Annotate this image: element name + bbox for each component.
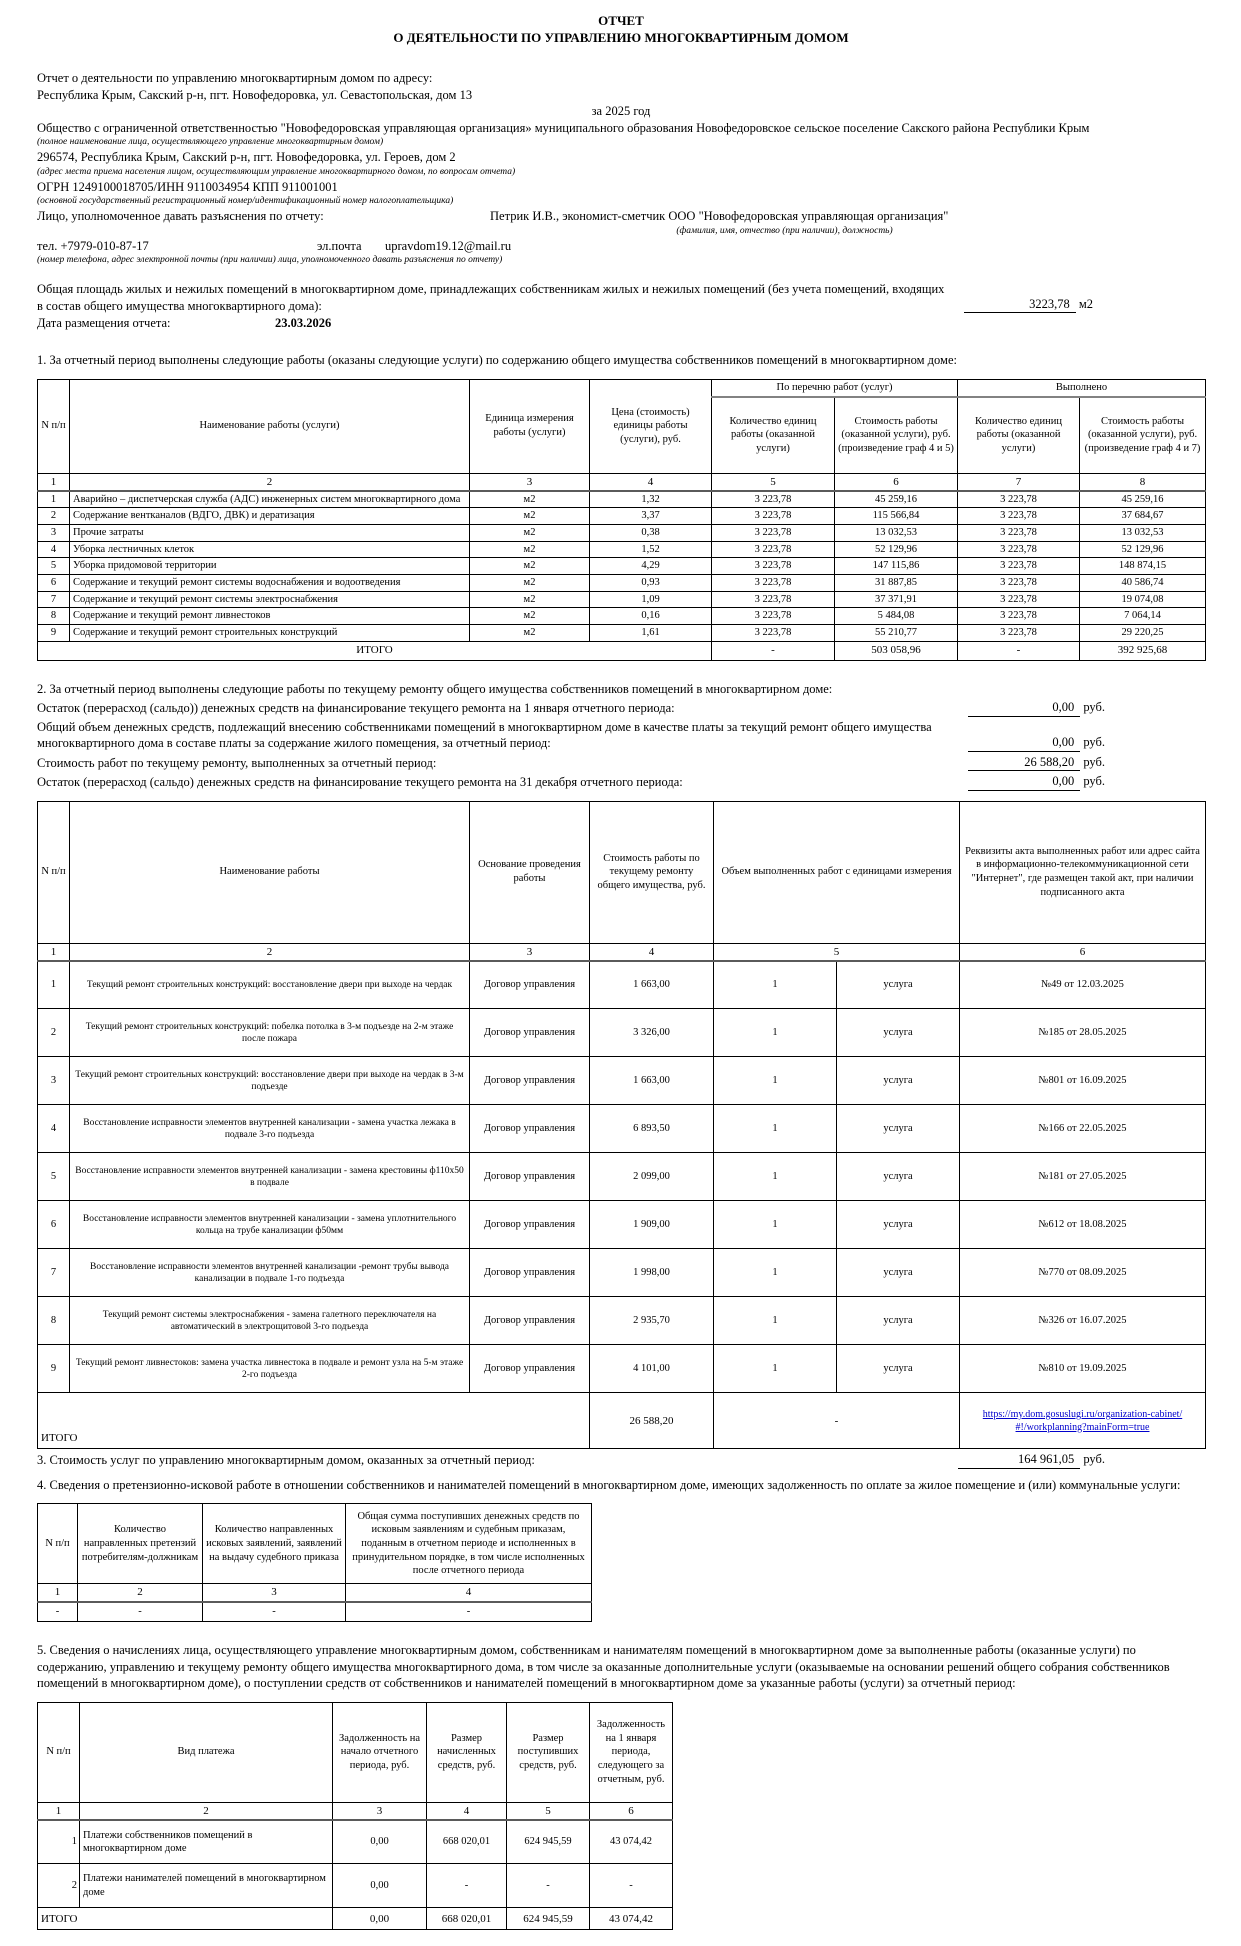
received: 624 945,59 <box>507 1820 590 1864</box>
act-reference: №166 от 22.05.2025 <box>960 1105 1206 1153</box>
total-cost-done: 392 925,68 <box>1080 641 1206 660</box>
total-row <box>38 1393 1206 1449</box>
work-name: Содержание и текущий ремонт строительных конструкций <box>70 624 470 641</box>
cost-listed: 37 371,91 <box>835 591 958 608</box>
total-area-label: Общая площадь жилых и нежилых помещений в многоквартирном доме, принадлежащих собственникам жилых и нежилых помещений (без учета помещений, входящих в состав общего имущества многоквартирного дома): <box>37 282 945 313</box>
org-address-note: (адрес места приема населения лицом, осуществляющим управление многоквартирного домом, по вопросам отчета) <box>37 166 516 177</box>
cost: 2 099,00 <box>590 1153 714 1201</box>
received: - <box>507 1864 590 1908</box>
col-header-payment-type: Вид платежа <box>80 1702 333 1802</box>
act-reference: №181 от 27.05.2025 <box>960 1153 1206 1201</box>
responsible-value: Петрик И.В., экономист-сметчик ООО "Новофедоровская управляющая организация" <box>490 209 949 223</box>
cost-done: 13 032,53 <box>1080 525 1206 542</box>
balance-start-row <box>37 699 1205 717</box>
qty-done: 3 223,78 <box>958 608 1080 625</box>
table-row <box>38 575 1206 592</box>
section1-heading: 1. За отчетный период выполнены следующие работы (оказаны следующие услуги) по содержанию общего имущества собственников помещений в многоквартирном доме: <box>37 353 957 367</box>
total-volume: - <box>714 1393 960 1449</box>
work-name: Уборка придомовой территории <box>70 558 470 575</box>
col-header-accrued: Размер начисленных средств, руб. <box>427 1702 507 1802</box>
qty-listed: 3 223,78 <box>712 608 835 625</box>
table-row <box>38 1009 1206 1057</box>
col-header-num: N п/п <box>38 801 70 943</box>
price: 1,61 <box>590 624 712 641</box>
claims-count: - <box>78 1602 203 1622</box>
row-num: 8 <box>38 608 70 625</box>
row-num: 1 <box>38 961 70 1009</box>
work-name: Восстановление исправности элементов внутренней канализации - замена уплотнительного кольца на трубе канализации ф50мм <box>70 1201 470 1249</box>
work-name: Восстановление исправности элементов внутренней канализации - замена крестовины ф110х50 в подвале <box>70 1153 470 1201</box>
col-header-cost-done: Стоимость работы (оказанной услуги), руб. (произведение граф 4 и 7) <box>1080 397 1206 473</box>
col-header-claims: Количество направленных претензий потребителям-должникам <box>78 1504 203 1584</box>
col-header-received-sum: Общая сумма поступивших денежных средств по исковым заявлениям и судебным приказам, поданным в отчетном периоде и исполненных в принудительном порядке, в том числе исполненных после отчетного периода <box>346 1504 592 1584</box>
volume: 1 <box>714 1201 837 1249</box>
section3-label: 3. Стоимость услуг по управлению многоквартирным домом, оказанных за отчетный период: <box>37 1453 535 1468</box>
cost-done: 45 259,16 <box>1080 491 1206 508</box>
qty-listed: 3 223,78 <box>712 525 835 542</box>
row-num: 4 <box>38 541 70 558</box>
cost-done: 52 129,96 <box>1080 541 1206 558</box>
currency-label: руб. <box>1083 700 1105 715</box>
work-name: Содержание и текущий ремонт системы электроснабжения <box>70 591 470 608</box>
responsible-note: (фамилия, имя, отчество (при наличии), должность) <box>676 225 893 236</box>
cost: 6 893,50 <box>590 1105 714 1153</box>
col-header-debt-end: Задолженность на 1 января периода, следующего за отчетным, руб. <box>590 1702 673 1802</box>
col-header-num: N п/п <box>38 379 70 473</box>
row-num: 3 <box>38 525 70 542</box>
column-numbers-row: 1 2 3 4 <box>38 1584 592 1602</box>
act-reference: №326 от 16.07.2025 <box>960 1297 1206 1345</box>
row-num: 5 <box>38 558 70 575</box>
price: 1,52 <box>590 541 712 558</box>
work-name: Содержание вентканалов (ВДГО, ДВК) и дератизация <box>70 508 470 525</box>
table-row <box>38 525 1206 542</box>
total-cost: 26 588,20 <box>590 1393 714 1449</box>
debt-end: 43 074,42 <box>590 1820 673 1864</box>
work-name: Текущий ремонт строительных конструкций: восстановление двери при выходе на чердак в 3-м подъезде <box>70 1057 470 1105</box>
col-header-debt-start: Задолженность на начало отчетного периода, руб. <box>333 1702 427 1802</box>
col-header-num: N п/п <box>38 1702 80 1802</box>
total-due-value: 0,00 <box>968 734 1080 752</box>
unit: м2 <box>470 508 590 525</box>
act-reference: №612 от 18.08.2025 <box>960 1201 1206 1249</box>
qty-done: 3 223,78 <box>958 591 1080 608</box>
lawsuits-count: - <box>203 1602 346 1622</box>
cost-done: 148 874,15 <box>1080 558 1206 575</box>
row-num: 9 <box>38 624 70 641</box>
volume-unit: услуга <box>837 961 960 1009</box>
section3-row <box>37 1451 1205 1469</box>
unit: м2 <box>470 491 590 508</box>
table-row <box>38 558 1206 575</box>
publish-date-value: 23.03.2026 <box>275 316 332 330</box>
row-num: 2 <box>38 1009 70 1057</box>
table-row <box>38 1345 1206 1393</box>
acts-link-cell <box>960 1393 1206 1449</box>
price: 4,29 <box>590 558 712 575</box>
table-row <box>38 1153 1206 1201</box>
total-label: ИТОГО <box>38 1908 333 1930</box>
cost: 1 663,00 <box>590 1057 714 1105</box>
volume: 1 <box>714 1249 837 1297</box>
volume: 1 <box>714 1153 837 1201</box>
total-label: ИТОГО <box>38 641 712 660</box>
volume: 1 <box>714 961 837 1009</box>
header-row <box>38 1504 592 1584</box>
section5-heading: 5. Сведения о начислениях лица, осуществляющего управление многоквартирным домом, собственникам и нанимателям помещений в многоквартирном доме за выполненные работы (оказанные услуги) по содержанию, управлению и текущему ремонту общего имущества многоквартирного дома, в том числе за оказанные дополнительные услуги (оказываемые на основании решений общего собрания собственников помещений в многоквартирном доме), о поступлении средств от собственников и нанимателей помещений в многоквартирном доме за указанные работы (услуги) за отчетный период: <box>37 1643 1170 1691</box>
current-repairs-table <box>37 801 1206 1450</box>
row-num: - <box>38 1602 78 1622</box>
work-name: Содержание и текущий ремонт ливнестоков <box>70 608 470 625</box>
qty-listed: 3 223,78 <box>712 508 835 525</box>
qty-listed: 3 223,78 <box>712 491 835 508</box>
title-line-2: О ДЕЯТЕЛЬНОСТИ ПО УПРАВЛЕНИЮ МНОГОКВАРТИРНЫМ ДОМОМ <box>393 30 849 45</box>
works-cost-row <box>37 754 1205 772</box>
balance-end-label: Остаток (перерасход (сальдо) денежных средств на финансирование текущего ремонта на 31 декабря отчетного периода: <box>37 775 683 790</box>
email-label: эл.почта <box>317 238 362 253</box>
cost-listed: 52 129,96 <box>835 541 958 558</box>
building-address: Республика Крым, Сакский р-н, пгт. Новофедоровка, ул. Севастопольская, дом 13 <box>37 87 473 102</box>
total-due-row <box>37 719 1205 752</box>
qty-listed: 3 223,78 <box>712 591 835 608</box>
unit: м2 <box>470 608 590 625</box>
row-num: 1 <box>38 1820 80 1864</box>
act-reference: №770 от 08.09.2025 <box>960 1249 1206 1297</box>
row-num: 6 <box>38 1201 70 1249</box>
col-header-work-name: Наименование работы <box>70 801 470 943</box>
row-num: 9 <box>38 1345 70 1393</box>
unit: м2 <box>470 624 590 641</box>
cost-listed: 147 115,86 <box>835 558 958 575</box>
table-row <box>38 1201 1206 1249</box>
row-num: 6 <box>38 575 70 592</box>
col-header-cost-listed: Стоимость работы (оказанной услуги), руб. (произведение граф 4 и 5) <box>835 397 958 473</box>
qty-done: 3 223,78 <box>958 541 1080 558</box>
unit: м2 <box>470 541 590 558</box>
basis: Договор управления <box>470 1249 590 1297</box>
publish-date-label: Дата размещения отчета: <box>37 316 171 330</box>
total-area-value: 3223,78 <box>964 297 1076 313</box>
act-reference: №810 от 19.09.2025 <box>960 1345 1206 1393</box>
unit: м2 <box>470 558 590 575</box>
cost: 3 326,00 <box>590 1009 714 1057</box>
cost: 1 663,00 <box>590 961 714 1009</box>
received-sum: - <box>346 1602 592 1622</box>
gosuslugi-acts-link[interactable]: https://my.dom.gosuslugi.ru/organization-cabinet/#!/workplanning?mainForm=true <box>982 1408 1183 1433</box>
cost-listed: 45 259,16 <box>835 491 958 508</box>
cost-listed: 5 484,08 <box>835 608 958 625</box>
total-accrued: 668 020,01 <box>427 1908 507 1930</box>
total-cost-listed: 503 058,96 <box>835 641 958 660</box>
email-address: upravdom19.12@mail.ru <box>385 238 512 253</box>
price: 0,38 <box>590 525 712 542</box>
total-area-block <box>37 281 1205 314</box>
table-row <box>38 961 1206 1009</box>
qty-done: 3 223,78 <box>958 624 1080 641</box>
total-qty-listed: - <box>712 641 835 660</box>
work-name: Восстановление исправности элементов внутренней канализации - замена участка лежака в подвале 3-го подъезда <box>70 1105 470 1153</box>
unit: м2 <box>470 575 590 592</box>
price: 3,37 <box>590 508 712 525</box>
total-row <box>38 1908 673 1930</box>
publish-date-row <box>37 315 1205 332</box>
col-header-qty-done: Количество единиц работы (оказанной услуги) <box>958 397 1080 473</box>
basis: Договор управления <box>470 1297 590 1345</box>
ogrn-inn-kpp: ОГРН 1249100018705/ИНН 9110034954 КПП 911001001 <box>37 179 338 194</box>
row-num: 2 <box>38 1864 80 1908</box>
qty-done: 3 223,78 <box>958 491 1080 508</box>
table-row <box>38 1249 1206 1297</box>
volume-unit: услуга <box>837 1105 960 1153</box>
work-name: Текущий ремонт строительных конструкций: восстановление двери при выходе на чердак <box>70 961 470 1009</box>
volume: 1 <box>714 1105 837 1153</box>
cost-done: 29 220,25 <box>1080 624 1206 641</box>
total-row <box>38 641 1206 660</box>
cost-done: 37 684,67 <box>1080 508 1206 525</box>
table-row <box>38 1602 592 1622</box>
work-name: Текущий ремонт ливнестоков: замена участка ливнестока в подвале и ремонт узла на 5-м этаже 2-го подъезда <box>70 1345 470 1393</box>
row-num: 8 <box>38 1297 70 1345</box>
cost: 4 101,00 <box>590 1345 714 1393</box>
responsible-label: Лицо, уполномоченное давать разъяснения по отчету: <box>37 209 324 223</box>
qty-listed: 3 223,78 <box>712 558 835 575</box>
group-header-listed: По перечню работ (услуг) <box>712 379 958 397</box>
row-num: 4 <box>38 1105 70 1153</box>
row-num: 2 <box>38 508 70 525</box>
volume: 1 <box>714 1009 837 1057</box>
debt-start: 0,00 <box>333 1820 427 1864</box>
volume-unit: услуга <box>837 1297 960 1345</box>
table-row <box>38 1297 1206 1345</box>
column-numbers-row: 1 2 3 4 5 6 <box>38 943 1206 961</box>
accrued: - <box>427 1864 507 1908</box>
section4-heading: 4. Сведения о претензионно-исковой работе в отношении собственников и нанимателей помещений в многоквартирном доме, имеющих задолженность по оплате за жилое помещение и (или) коммунальные услуги: <box>37 1477 1181 1492</box>
basis: Договор управления <box>470 1153 590 1201</box>
phone-number: тел. +7979-010-87-17 <box>37 238 149 253</box>
work-name: Текущий ремонт системы электроснабжения - замена галетного переключателя на автоматический в электрощитовой 3-го подъезда <box>70 1297 470 1345</box>
price: 0,93 <box>590 575 712 592</box>
col-header-unit: Единица измерения работы (услуги) <box>470 379 590 473</box>
header-row <box>38 801 1206 943</box>
work-name: Прочие затраты <box>70 525 470 542</box>
table-row <box>38 591 1206 608</box>
payment-type: Платежи нанимателей помещений в многоквартирном доме <box>80 1864 333 1908</box>
total-qty-done: - <box>958 641 1080 660</box>
volume-unit: услуга <box>837 1009 960 1057</box>
cost-done: 19 074,08 <box>1080 591 1206 608</box>
table-row <box>38 1820 673 1864</box>
contacts-note: (номер телефона, адрес электронной почты (при наличии) лица, уполномоченного давать разъяснения по отчету) <box>37 255 503 265</box>
volume-unit: услуга <box>837 1201 960 1249</box>
row-num: 5 <box>38 1153 70 1201</box>
total-area-unit: м2 <box>1078 297 1093 311</box>
currency-label: руб. <box>1083 735 1105 750</box>
payment-type: Платежи собственников помещений в многоквартирном доме <box>80 1820 333 1864</box>
qty-done: 3 223,78 <box>958 575 1080 592</box>
org-address: 296574, Республика Крым, Сакский р-н, пгт. Новофедоровка, ул. Героев, дом 2 <box>37 150 456 164</box>
total-debt-start: 0,00 <box>333 1908 427 1930</box>
cost-done: 7 064,14 <box>1080 608 1206 625</box>
col-header-qty-listed: Количество единиц работы (оказанной услуги) <box>712 397 835 473</box>
col-header-act: Реквизиты акта выполненных работ или адрес сайта в информационно-телекоммуникационной сети "Интернет", где размещен такой акт, при наличии подписанного акта <box>960 801 1206 943</box>
col-header-received: Размер поступивших средств, руб. <box>507 1702 590 1802</box>
debt-start: 0,00 <box>333 1864 427 1908</box>
table-row <box>38 1057 1206 1105</box>
maintenance-works-table <box>37 379 1206 661</box>
col-header-basis: Основание проведения работы <box>470 801 590 943</box>
price: 1,32 <box>590 491 712 508</box>
total-due-label: Общий объем денежных средств, подлежащий внесению собственниками помещений в многоквартирном доме в качестве платы за текущий ремонт общего имущества многоквартирного дома в составе платы за содержание жилого помещения, за отчетный период: <box>37 719 932 751</box>
report-intro: Отчет о деятельности по управлению многоквартирным домом по адресу: <box>37 71 433 85</box>
col-header-cost: Стоимость работы по текущему ремонту общего имущества, руб. <box>590 801 714 943</box>
table-row <box>38 491 1206 508</box>
row-num: 7 <box>38 591 70 608</box>
row-num: 7 <box>38 1249 70 1297</box>
basis: Договор управления <box>470 1201 590 1249</box>
cost-done: 40 586,74 <box>1080 575 1206 592</box>
cost-listed: 13 032,53 <box>835 525 958 542</box>
table-row <box>38 541 1206 558</box>
balance-start-label: Остаток (перерасход (сальдо)) денежных средств на финансирование текущего ремонта на 1 января отчетного периода: <box>37 701 675 716</box>
balance-end-value: 0,00 <box>968 773 1080 791</box>
volume: 1 <box>714 1297 837 1345</box>
qty-listed: 3 223,78 <box>712 575 835 592</box>
col-header-num: N п/п <box>38 1504 78 1584</box>
org-name-note: (полное наименование лица, осуществляющего управление многоквартирным домом) <box>37 137 384 147</box>
unit: м2 <box>470 525 590 542</box>
basis: Договор управления <box>470 1057 590 1105</box>
header-row <box>38 1702 673 1802</box>
table-row <box>38 624 1206 641</box>
col-header-lawsuits: Количество направленных исковых заявлений, заявлений на выдачу судебного приказа <box>203 1504 346 1584</box>
works-cost-value: 26 588,20 <box>968 754 1080 772</box>
debt-end: - <box>590 1864 673 1908</box>
cost-listed: 55 210,77 <box>835 624 958 641</box>
payments-table <box>37 1702 673 1931</box>
group-header-done: Выполнено <box>958 379 1206 397</box>
group-header-row <box>38 379 1206 397</box>
currency-label: руб. <box>1083 1452 1105 1467</box>
basis: Договор управления <box>470 1105 590 1153</box>
column-numbers-row: 1 2 3 4 5 6 7 8 <box>38 473 1206 491</box>
basis: Договор управления <box>470 1009 590 1057</box>
balance-end-row <box>37 773 1205 791</box>
work-name: Восстановление исправности элементов внутренней канализации -ремонт трубы вывода канализации в подвале 1-го подъезда <box>70 1249 470 1297</box>
qty-listed: 3 223,78 <box>712 624 835 641</box>
row-num: 3 <box>38 1057 70 1105</box>
volume-unit: услуга <box>837 1249 960 1297</box>
volume-unit: услуга <box>837 1153 960 1201</box>
qty-done: 3 223,78 <box>958 558 1080 575</box>
work-name: Текущий ремонт строительных конструкций: побелка потолка в 3-м подъезде на 2-м этаже после пожара <box>70 1009 470 1057</box>
price: 0,16 <box>590 608 712 625</box>
org-name: Общество с ограниченной ответственностью "Новофедоровская управляющая организация» муниципального образования Новофедоровское сельское поселение Сакского района Республики Крым <box>37 120 1090 135</box>
cost: 2 935,70 <box>590 1297 714 1345</box>
title-line-1: ОТЧЕТ <box>598 13 644 28</box>
report-period: за 2025 год <box>591 104 651 118</box>
volume-unit: услуга <box>837 1057 960 1105</box>
table-row <box>38 608 1206 625</box>
volume: 1 <box>714 1057 837 1105</box>
act-reference: №185 от 28.05.2025 <box>960 1009 1206 1057</box>
qty-listed: 3 223,78 <box>712 541 835 558</box>
cost: 1 998,00 <box>590 1249 714 1297</box>
contacts-row <box>37 238 1205 255</box>
col-header-price: Цена (стоимость) единицы работы (услуги), руб. <box>590 379 712 473</box>
work-name: Уборка лестничных клеток <box>70 541 470 558</box>
column-numbers-row: 1 2 3 4 5 6 <box>38 1802 673 1820</box>
ogrn-note: (основной государственный регистрационный номер/идентификационный номер налогоплательщика) <box>37 196 454 206</box>
table-row <box>38 1105 1206 1153</box>
act-reference: №49 от 12.03.2025 <box>960 961 1206 1009</box>
col-header-work-name: Наименование работы (услуги) <box>70 379 470 473</box>
currency-label: руб. <box>1083 754 1105 769</box>
volume: 1 <box>714 1345 837 1393</box>
qty-done: 3 223,78 <box>958 525 1080 542</box>
price: 1,09 <box>590 591 712 608</box>
act-reference: №801 от 16.09.2025 <box>960 1057 1206 1105</box>
management-cost-value: 164 961,05 <box>958 1451 1080 1469</box>
table-row <box>38 1864 673 1908</box>
unit: м2 <box>470 591 590 608</box>
basis: Договор управления <box>470 961 590 1009</box>
row-num: 1 <box>38 491 70 508</box>
basis: Договор управления <box>470 1345 590 1393</box>
cost-listed: 115 566,84 <box>835 508 958 525</box>
page-title <box>37 12 1205 46</box>
works-cost-label: Стоимость работ по текущему ремонту, выполненных за отчетный период: <box>37 755 437 770</box>
accrued: 668 020,01 <box>427 1820 507 1864</box>
table-row <box>38 508 1206 525</box>
balance-start-value: 0,00 <box>968 699 1080 717</box>
total-label: ИТОГО <box>38 1393 590 1449</box>
cost-listed: 31 887,85 <box>835 575 958 592</box>
work-name: Содержание и текущий ремонт системы водоснабжения и водоотведения <box>70 575 470 592</box>
qty-done: 3 223,78 <box>958 508 1080 525</box>
claims-table <box>37 1503 592 1622</box>
currency-label: руб. <box>1083 774 1105 789</box>
total-debt-end: 43 074,42 <box>590 1908 673 1930</box>
total-received: 624 945,59 <box>507 1908 590 1930</box>
work-name: Аварийно – диспетчерская служба (АДС) инженерных систем многоквартирного дома <box>70 491 470 508</box>
col-header-volume: Объем выполненных работ с единицами измерения <box>714 801 960 943</box>
cost: 1 909,00 <box>590 1201 714 1249</box>
responsible-person-row <box>37 208 1205 225</box>
volume-unit: услуга <box>837 1345 960 1393</box>
section2-heading: 2. За отчетный период выполнены следующие работы по текущему ремонту общего имущества собственников помещений в многоквартирном доме: <box>37 681 833 696</box>
